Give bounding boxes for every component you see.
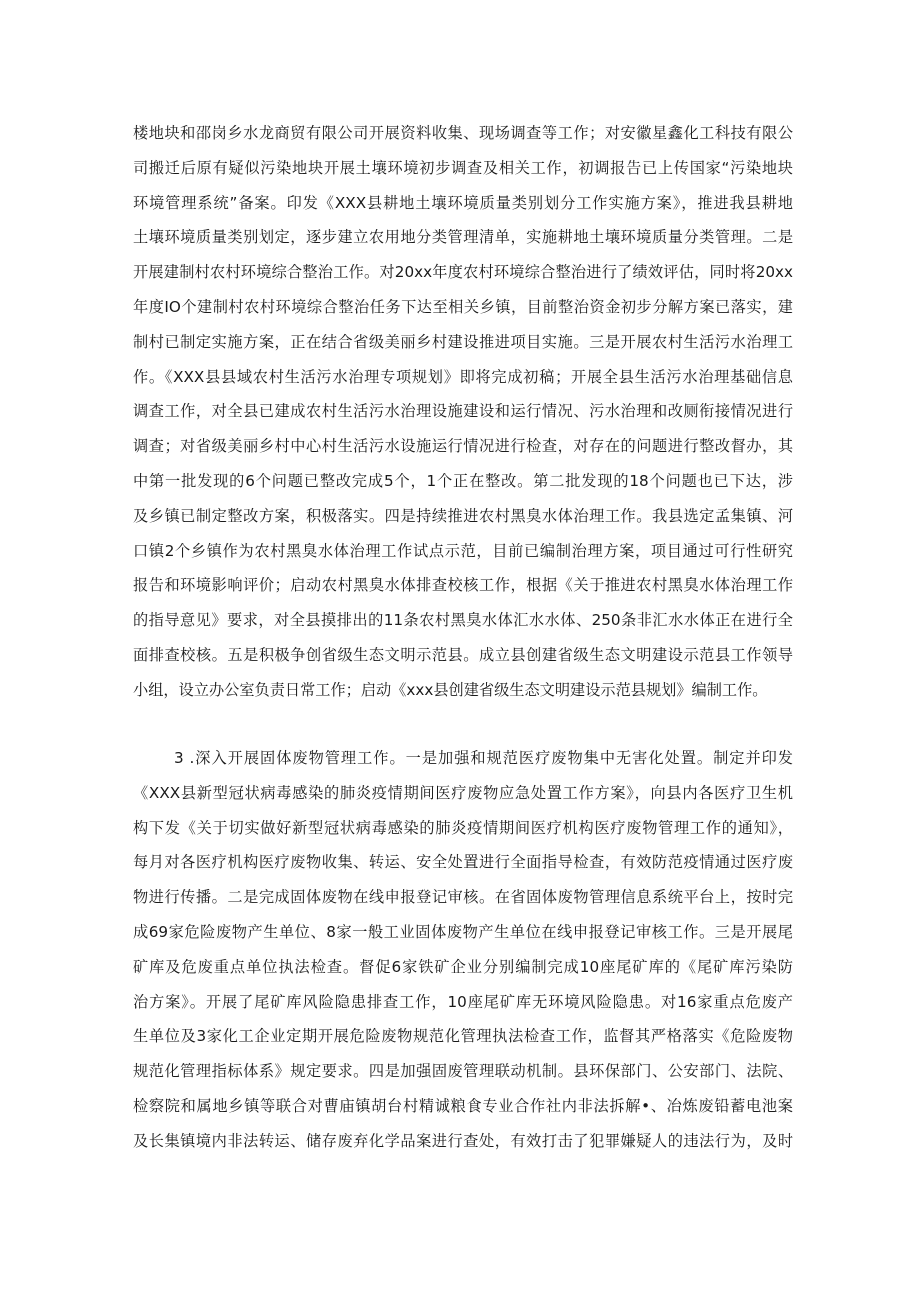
text-line: 构下发《关于切实做好新型冠状病毒感染的肺炎疫情期间医疗机构医疗废物管理工作的通知》， bbox=[133, 818, 793, 837]
text-line: 小组，设立办公室负责日常工作；启动《xxx县创建省级生态文明建设示范县规划》编制工作。 bbox=[133, 680, 768, 699]
text-line: 年度IO个建制村农村环境综合整治任务下达至相关乡镇，目前整治资金初步分解方案已落实，建 bbox=[133, 297, 793, 316]
text-line: 及乡镇已制定整改方案，积极落实。四是持续推进农村黑臭水体治理工作。我县选定孟集镇、河 bbox=[133, 506, 793, 525]
text-line: 生单位及3家化工企业定期开展危险废物规范化管理执法检查工作，监督其严格落实《危险废物 bbox=[133, 1027, 793, 1046]
paragraph-rural-environment bbox=[133, 116, 793, 708]
text-line: 楼地块和邵岗乡水龙商贸有限公司开展资料收集、现场调查等工作；对安徽星鑫化工科技有限公 bbox=[133, 124, 793, 142]
paragraph-solid-waste bbox=[133, 741, 793, 1159]
text-line: 环境管理系统”备案。印发《XXX县耕地土壤环境质量类别划分工作实施方案》，推进我县耕地 bbox=[133, 193, 793, 212]
text-line: 制村已制定实施方案，正在结合省级美丽乡村建设推进项目实施。三是开展农村生活污水治理工 bbox=[133, 332, 793, 351]
text-line: 每月对各医疗机构医疗废物收集、转运、安全处置进行全面指导检查，有效防范疫情通过医疗废 bbox=[133, 853, 793, 872]
text-line: 司搬迁后原有疑似污染地块开展土壤环境初步调查及相关工作，初调报告已上传国家“污染地块 bbox=[133, 158, 793, 177]
text-line: 《XXX县新型冠状病毒感染的肺炎疫情期间医疗废物应急处置工作方案》，向县内各医疗卫生机 bbox=[133, 783, 793, 802]
text-line: 作。《XXX县县域农村生活污水治理专项规划》即将完成初稿；开展全县生活污水治理基础信息 bbox=[133, 367, 793, 386]
text-line: 检察院和属地乡镇等联合对曹庙镇胡台村精诚粮食专业合作社内非法拆解•、冶炼废铅蓄电池案 bbox=[133, 1096, 793, 1115]
text-line: 调查工作，对全县已建成农村生活污水治理设施建设和运行情况、污水治理和改厕衔接情况进行 bbox=[133, 402, 793, 421]
text-line: 成69家危险废物产生单位、8家一般工业固体废物产生单位在线申报登记审核工作。三是开展尾 bbox=[133, 922, 793, 941]
text-line: 治方案》。开展了尾矿库风险隐患排查工作，10座尾矿库无环境风险隐患。对16家重点危废产 bbox=[133, 992, 793, 1011]
text-line: 规范化管理指标体系》规定要求。四是加强固废管理联动机制。县环保部门、公安部门、法院、 bbox=[133, 1062, 793, 1081]
text-line: 物进行传播。二是完成固体废物在线申报登记审核。在省固体废物管理信息系统平台上，按时完 bbox=[133, 888, 793, 907]
text-line: 调查；对省级美丽乡村中心村生活污水设施运行情况进行检查，对存在的问题进行整改督办，其 bbox=[133, 437, 793, 456]
text-line: 报告和环境影响评价；启动农村黑臭水体排查校核工作，根据《关于推进农村黑臭水体治理工作 bbox=[133, 576, 793, 595]
text-line: 口镇2个乡镇作为农村黑臭水体治理工作试点示范，目前已编制治理方案，项目通过可行性研究 bbox=[133, 541, 793, 560]
text-line: 3 .深入开展固体废物管理工作。一是加强和规范医疗废物集中无害化处置。制定并印发 bbox=[174, 749, 793, 767]
text-line: 土壤环境质量类别划定，逐步建立农用地分类管理清单，实施耕地土壤环境质量分类管理。二是 bbox=[133, 228, 793, 247]
text-line: 开展建制村农村环境综合整治工作。对20xx年度农村环境综合整治进行了绩效评估，同时将20xx bbox=[133, 263, 793, 282]
text-line: 及长集镇境内非法转运、储存废弃化学品案进行查处，有效打击了犯罪嫌疑人的违法行为，及时 bbox=[133, 1131, 793, 1150]
text-line: 中第一批发现的6个问题已整改完成5个，1个正在整改。第二批发现的18个问题也已下达，涉 bbox=[133, 471, 793, 490]
text-line: 面排查校核。五是积极争创省级生态文明示范县。成立县创建省级生态文明建设示范县工作领导 bbox=[133, 645, 793, 664]
text-line: 矿库及危废重点单位执法检查。督促6家铁矿企业分别编制完成10座尾矿库的《尾矿库污染防 bbox=[133, 957, 793, 976]
text-line: 的指导意见》要求，对全县摸排出的11条农村黑臭水体汇水水体、250条非汇水水体正在进行全 bbox=[133, 611, 793, 630]
